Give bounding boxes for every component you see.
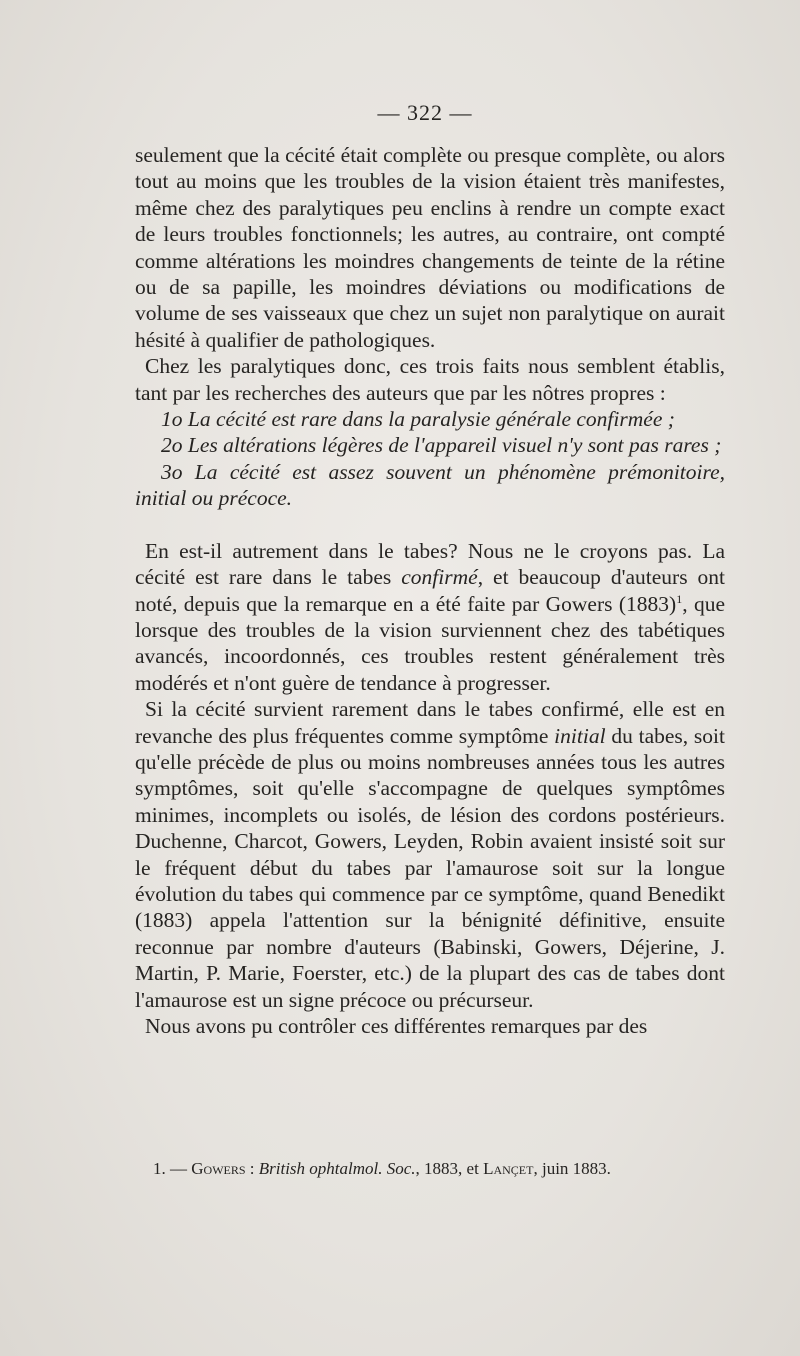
paragraph-2: Chez les paralytiques donc, ces trois faits nous semblent établis, tant par les recherches des auteurs que par les nôtres propres : (135, 354, 725, 405)
paragraph-4: Si la cécité survient rarement dans le tabes confirmé, elle est en revanche des plus fréquentes comme symptôme initial du tabes, soit qu'elle précède de plus ou moins nombreuses années tous les autres symptômes, soit qu'elle s'accompagne de quelques symptômes minimes, incomplets ou isolés, de lésion des cordons postérieurs. Duchenne, Charcot, Gowers, Leyden, Robin avaient insisté soit sur le fréquent début du tabes par l'amaurose soit sur la longue évolution du tabes qui commence par ce symptôme, quand Benedikt (1883) appela l'attention sur la bénignité définitive, ensuite reconnue par nombre d'auteurs (Babinski, Gowers, Déjerine, J. Martin, P. Marie, Foerster, etc.) de la plupart des cas de tabes dont l'amaurose est un signe précoce ou précurseur. (135, 697, 725, 1012)
paragraph-3: En est-il autrement dans le tabes? Nous ne le croyons pas. La cécité est rare dans le tabes confirmé, et beaucoup d'auteurs ont noté, depuis que la remarque en a été faite par Gowers $(1883)^1$, que lorsque des troubles de la vision surviennent chez des tabétiques avancés, incoordonnés, ces troubles restent généralement très modérés et n'ont guère de tendance à progresser. (135, 538, 726, 695)
list-item-1: 1o La cécité est rare dans la paralysie générale confirmée ; (161, 407, 675, 432)
list-item-2: 2o Les altérations légères de l'appareil visuel n'y sont pas rares ; (161, 433, 722, 458)
paragraph-5: Nous avons pu contrôler ces différentes remarques par des (145, 1014, 648, 1038)
footnote-ref: 1 (676, 591, 683, 606)
footnote: 1. — Gowers : British ophtalmol. Soc., 1883, et Lançet, juin 1883. (153, 1159, 611, 1178)
body-text (135, 142, 725, 1039)
page-number: — 322 — (377, 100, 473, 125)
paragraph-1: seulement que la cécité était complète ou presque complète, ou alors tout au moins que les troubles de la vision étaient très manifestes, même chez des paralytiques peu enclins à rendre un compte exact de leurs troubles fonctionnels; les autres, au contraire, ont compté comme altérations les moindres changements de teinte de la rétine ou de sa papille, les moindres déviations ou modifications de volume de ses vaisseaux que chez un sujet non paralytique on aurait hésité à qualifier de pathologiques. (135, 143, 725, 352)
list-item-3: 3o La cécité est assez souvent un phénomène prémonitoire, initial ou précoce. (135, 459, 725, 511)
